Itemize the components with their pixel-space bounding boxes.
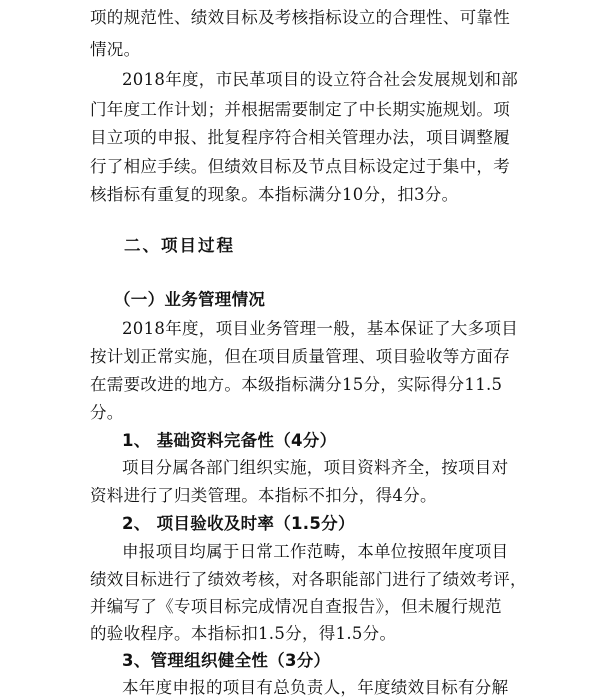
body-line: 项目分属各部门组织实施，项目资料齐全，按项目对 (122, 458, 509, 477)
item-heading: 1、 基础资料完备性（4分） (122, 431, 337, 450)
body-line: 申报项目均属于日常工作范畴，本单位按照年度项目 (122, 542, 509, 561)
item-heading: 3、管理组织健全性（3分） (122, 651, 331, 670)
body-line: 项的规范性、绩效目标及考核指标设立的合理性、可靠性 (90, 8, 510, 27)
body-line: 情况。 (90, 40, 141, 59)
body-line: 2018年度，项目业务管理一般，基本保证了大多项目 (122, 319, 518, 338)
body-line: 核指标有重复的现象。本指标满分10分，扣3分。 (90, 185, 459, 204)
body-line: 本年度申报的项目有总负责人，年度绩效目标有分解 (122, 678, 509, 697)
body-line: 在需要改进的地方。本级指标满分15分，实际得分11.5 (90, 375, 503, 394)
body-line: 按计划正常实施，但在项目质量管理、项目验收等方面存 (90, 347, 510, 366)
body-line: 资料进行了归类管理。本指标不扣分，得4分。 (90, 486, 437, 505)
body-line: 2018年度，市民革项目的设立符合社会发展规划和部 (122, 70, 518, 89)
section-heading: 二、项目过程 (124, 236, 235, 255)
body-line: 绩效目标进行了绩效考核，对各职能部门进行了绩效考评， (90, 570, 527, 589)
body-line: 行了相应手续。但绩效目标及节点目标设定过于集中，考 (90, 157, 510, 176)
body-line: 并编写了《专项目标完成情况自查报告》，但未履行规范 (90, 597, 502, 616)
body-line: 门年度工作计划；并根据需要制定了中长期实施规划。项 (90, 100, 510, 119)
subsection-heading: （一）业务管理情况 (114, 290, 266, 309)
body-line: 分。 (90, 403, 124, 422)
item-heading: 2、 项目验收及时率（1.5分） (122, 514, 355, 533)
body-line: 目立项的申报、批复程序符合相关管理办法，项目调整履 (90, 128, 510, 147)
body-line: 的验收程序。本指标扣1.5分，得1.5分。 (90, 624, 397, 643)
